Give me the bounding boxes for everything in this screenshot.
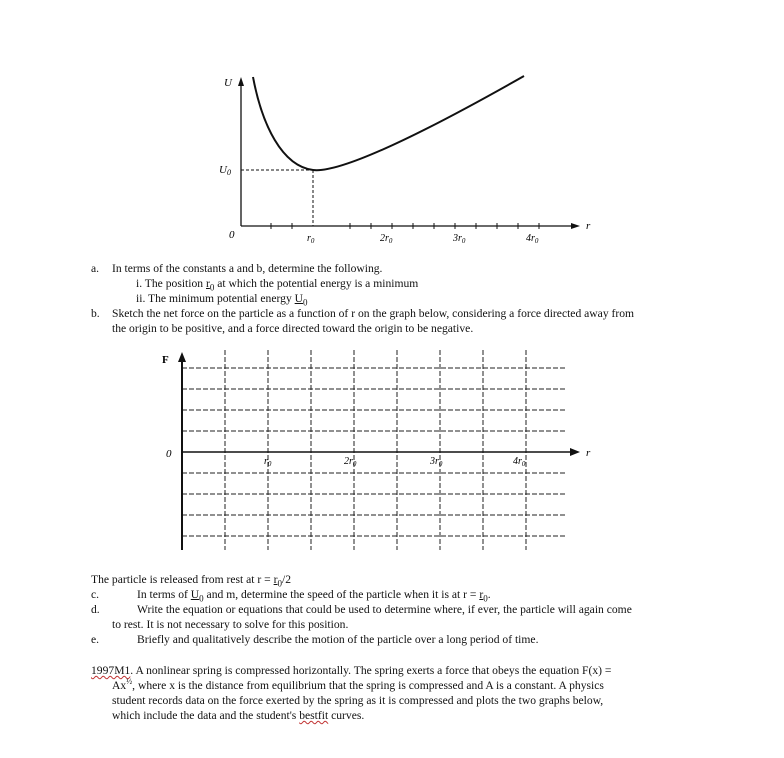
question-e-marker: e. bbox=[91, 633, 100, 646]
tick-label-4r0: $4r_0$ bbox=[526, 233, 539, 245]
u-axis-label: U bbox=[224, 77, 232, 89]
force-tick-label-4r0: $4r_0$ bbox=[513, 456, 526, 468]
question-c-marker: c. bbox=[91, 588, 100, 601]
question-d-marker: d. bbox=[91, 603, 100, 616]
question-a-text: In terms of the constants a and b, determine the following. bbox=[112, 262, 383, 275]
r-axis-arrow bbox=[571, 223, 580, 229]
question-b-marker: b. bbox=[91, 307, 100, 320]
problem-line1: 1997M1. A nonlinear spring is compressed horizontally. The spring exerts a force that obeys the equation F(x) = bbox=[91, 664, 612, 677]
question-d-line1: Write the equation or equations that could be used to determine where, if ever, the particle will again come bbox=[137, 603, 632, 616]
f-axis-label: F bbox=[162, 354, 169, 366]
tick-label-2r0: $2r_0$ bbox=[380, 233, 393, 245]
question-d-line2: to rest. It is not necessary to solve for this position. bbox=[112, 618, 349, 631]
potential-energy-graph bbox=[0, 0, 784, 260]
r-axis-force-arrow bbox=[570, 448, 580, 456]
f-axis-arrow bbox=[178, 352, 186, 362]
tick-label-3r0: $3r_0$ bbox=[453, 233, 466, 245]
force-graph-grid bbox=[0, 340, 784, 570]
problem-line4: which include the data and the student's bestfit curves. bbox=[112, 709, 365, 722]
release-statement: The particle is released from rest at $r = r_0/2$ bbox=[91, 573, 292, 589]
question-a-ii: ii. The minimum potential energy $U_0$ bbox=[136, 292, 308, 308]
question-a-marker: a. bbox=[91, 262, 100, 275]
force-tick-label-2r0: $2r_0$ bbox=[344, 456, 357, 468]
force-tick-label-r0: $r_0$ bbox=[264, 456, 272, 468]
r-axis-label: r bbox=[586, 220, 591, 232]
origin-label: 0 bbox=[229, 229, 235, 241]
u-axis-arrow bbox=[238, 77, 244, 86]
question-a-i: i. The position $r_0$ at which the potential energy is a minimum bbox=[136, 277, 419, 293]
u0-label: U0 bbox=[219, 164, 231, 177]
problem-line2: $Ax^{\frac{1}{2}}$, where x is the distance from equilibrium that the spring is compressed and A is a constant. A physics bbox=[112, 677, 604, 692]
question-e-text: Briefly and qualitatively describe the motion of the particle over a long period of time. bbox=[137, 633, 539, 646]
r-axis-force-label: r bbox=[586, 447, 591, 459]
force-tick-label-3r0: $3r_0$ bbox=[430, 456, 443, 468]
origin-force-label: 0 bbox=[166, 448, 172, 460]
grid-vertical-dashes bbox=[225, 350, 526, 550]
tick-label-r0: $r_0$ bbox=[307, 233, 315, 245]
potential-energy-curve bbox=[253, 76, 524, 170]
question-c-text: In terms of $U_0$ and m, determine the speed of the particle when it is at $r = r_0$. bbox=[137, 588, 491, 604]
question-b-line1: Sketch the net force on the particle as a function of r on the graph below, considering a force directed away from bbox=[112, 307, 635, 320]
problem-line3: student records data on the force exerted by the spring as it is compressed and plots the two graphs below, bbox=[112, 694, 604, 707]
question-b-line2: the origin to be positive, and a force directed toward the origin to be negative. bbox=[112, 322, 474, 335]
